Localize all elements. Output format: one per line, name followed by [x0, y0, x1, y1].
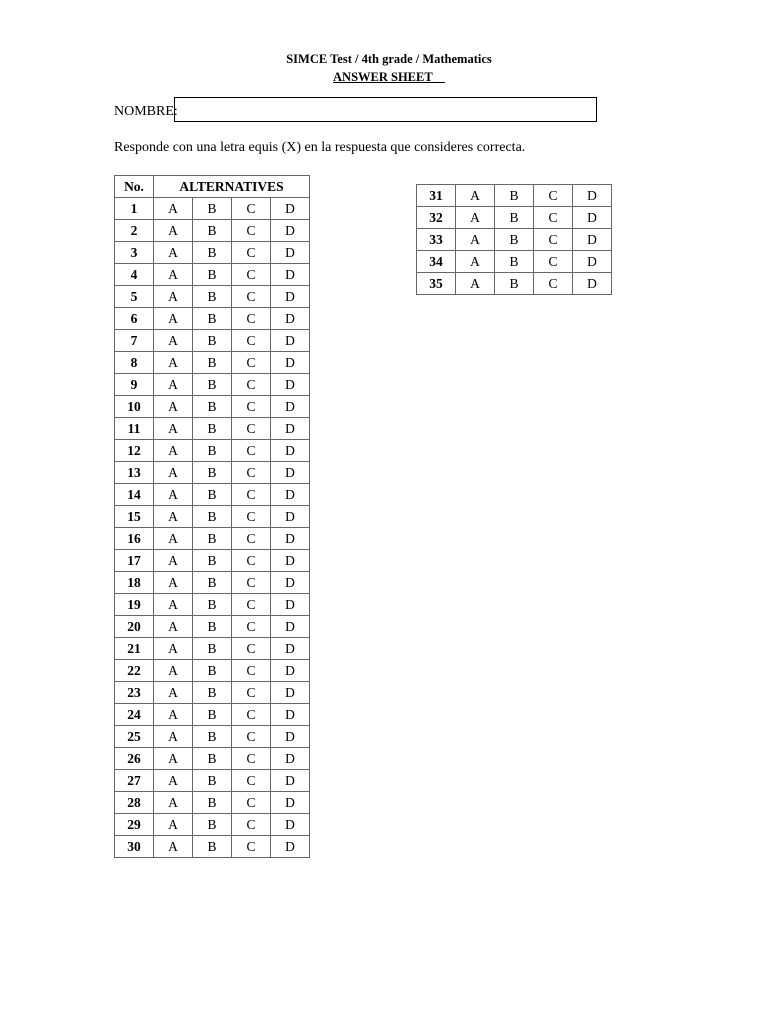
question-number: 33: [417, 229, 456, 251]
option-d-cell[interactable]: D: [271, 594, 310, 616]
option-b-cell[interactable]: B: [193, 726, 232, 748]
option-a-cell[interactable]: A: [154, 572, 193, 594]
table-row: [115, 506, 310, 528]
option-b-cell[interactable]: B: [193, 396, 232, 418]
option-b-cell[interactable]: B: [495, 273, 534, 295]
option-b-cell[interactable]: B: [193, 550, 232, 572]
table-row: [417, 185, 612, 207]
option-a-cell[interactable]: A: [456, 185, 495, 207]
instructions-text: Responde con una letra equis (X) en la respuesta que consideres correcta.: [114, 140, 526, 155]
option-d-cell[interactable]: D: [271, 220, 310, 242]
question-number: 12: [115, 440, 154, 462]
option-a-cell[interactable]: A: [154, 682, 193, 704]
option-a-cell[interactable]: A: [154, 264, 193, 286]
option-c-cell[interactable]: C: [232, 616, 271, 638]
option-d-cell[interactable]: D: [271, 242, 310, 264]
option-c-cell[interactable]: C: [232, 572, 271, 594]
option-b-cell[interactable]: B: [193, 770, 232, 792]
answer-table-right: [416, 184, 612, 295]
option-b-cell[interactable]: B: [193, 264, 232, 286]
option-b-cell[interactable]: B: [193, 440, 232, 462]
option-c-cell[interactable]: C: [232, 594, 271, 616]
option-a-cell[interactable]: A: [456, 207, 495, 229]
question-number: 4: [115, 264, 154, 286]
option-b-cell[interactable]: B: [193, 792, 232, 814]
option-b-cell[interactable]: B: [193, 704, 232, 726]
option-b-cell[interactable]: B: [193, 594, 232, 616]
table-row: [115, 484, 310, 506]
option-a-cell[interactable]: A: [154, 704, 193, 726]
question-number: 17: [115, 550, 154, 572]
option-c-cell[interactable]: C: [232, 550, 271, 572]
option-a-cell[interactable]: A: [154, 836, 193, 858]
option-c-cell[interactable]: C: [232, 836, 271, 858]
question-number: 10: [115, 396, 154, 418]
question-number: 30: [115, 836, 154, 858]
table-row: [115, 286, 310, 308]
option-b-cell[interactable]: B: [193, 660, 232, 682]
question-number: 31: [417, 185, 456, 207]
option-c-cell[interactable]: C: [232, 792, 271, 814]
option-b-cell[interactable]: B: [193, 374, 232, 396]
option-c-cell[interactable]: C: [232, 484, 271, 506]
option-a-cell[interactable]: A: [154, 198, 193, 220]
answer-table-left: [114, 175, 310, 858]
question-number: 8: [115, 352, 154, 374]
table-row: [115, 770, 310, 792]
option-a-cell[interactable]: A: [154, 286, 193, 308]
option-d-cell[interactable]: D: [271, 572, 310, 594]
table-row: [115, 682, 310, 704]
option-d-cell[interactable]: D: [271, 286, 310, 308]
question-number: 25: [115, 726, 154, 748]
option-c-cell[interactable]: C: [232, 748, 271, 770]
question-number: 7: [115, 330, 154, 352]
option-c-cell[interactable]: C: [232, 814, 271, 836]
name-field[interactable]: [174, 97, 597, 122]
option-c-cell[interactable]: C: [232, 770, 271, 792]
table-row: [115, 550, 310, 572]
option-b-cell[interactable]: B: [193, 286, 232, 308]
question-number: 35: [417, 273, 456, 295]
option-d-cell[interactable]: D: [271, 704, 310, 726]
question-number: 23: [115, 682, 154, 704]
option-c-cell[interactable]: C: [232, 418, 271, 440]
option-c-cell[interactable]: C: [232, 528, 271, 550]
option-b-cell[interactable]: B: [193, 308, 232, 330]
option-a-cell[interactable]: A: [154, 528, 193, 550]
question-number: 19: [115, 594, 154, 616]
option-a-cell[interactable]: A: [456, 273, 495, 295]
option-c-cell[interactable]: C: [232, 374, 271, 396]
option-a-cell[interactable]: A: [154, 770, 193, 792]
table-row: [115, 198, 310, 220]
option-b-cell[interactable]: B: [193, 638, 232, 660]
option-a-cell[interactable]: A: [456, 229, 495, 251]
option-a-cell[interactable]: A: [154, 506, 193, 528]
question-number: 27: [115, 770, 154, 792]
option-d-cell[interactable]: D: [271, 462, 310, 484]
question-number: 28: [115, 792, 154, 814]
table-row: [115, 726, 310, 748]
option-a-cell[interactable]: A: [154, 726, 193, 748]
table-row: [115, 330, 310, 352]
option-d-cell[interactable]: D: [271, 638, 310, 660]
option-d-cell[interactable]: D: [271, 528, 310, 550]
table-row: [115, 374, 310, 396]
option-c-cell[interactable]: C: [534, 207, 573, 229]
option-b-cell[interactable]: B: [495, 185, 534, 207]
option-a-cell[interactable]: A: [154, 418, 193, 440]
table-row: [115, 814, 310, 836]
option-d-cell[interactable]: D: [271, 550, 310, 572]
option-b-cell[interactable]: B: [193, 484, 232, 506]
option-d-cell[interactable]: D: [271, 198, 310, 220]
option-a-cell[interactable]: A: [154, 814, 193, 836]
question-number: 3: [115, 242, 154, 264]
question-number: 32: [417, 207, 456, 229]
option-c-cell[interactable]: C: [232, 704, 271, 726]
question-number: 9: [115, 374, 154, 396]
option-c-cell[interactable]: C: [232, 506, 271, 528]
option-b-cell[interactable]: B: [193, 198, 232, 220]
option-b-cell[interactable]: B: [193, 352, 232, 374]
option-b-cell[interactable]: B: [193, 330, 232, 352]
option-c-cell[interactable]: C: [232, 638, 271, 660]
table-row: [417, 251, 612, 273]
table-row: [115, 748, 310, 770]
option-d-cell[interactable]: D: [271, 836, 310, 858]
option-d-cell[interactable]: D: [573, 273, 612, 295]
table-row: [115, 352, 310, 374]
option-c-cell[interactable]: C: [232, 396, 271, 418]
option-d-cell[interactable]: D: [573, 207, 612, 229]
option-d-cell[interactable]: D: [271, 660, 310, 682]
option-a-cell[interactable]: A: [154, 792, 193, 814]
option-b-cell[interactable]: B: [193, 682, 232, 704]
table-row: [115, 594, 310, 616]
option-b-cell[interactable]: B: [193, 418, 232, 440]
option-d-cell[interactable]: D: [271, 748, 310, 770]
question-number: 20: [115, 616, 154, 638]
question-number: 15: [115, 506, 154, 528]
name-label: NOMBRE:: [114, 104, 178, 119]
question-number: 2: [115, 220, 154, 242]
option-b-cell[interactable]: B: [193, 462, 232, 484]
table-row: [417, 229, 612, 251]
option-a-cell[interactable]: A: [154, 374, 193, 396]
question-number: 34: [417, 251, 456, 273]
option-a-cell[interactable]: A: [154, 462, 193, 484]
option-b-cell[interactable]: B: [193, 814, 232, 836]
question-number: 14: [115, 484, 154, 506]
option-b-cell[interactable]: B: [193, 572, 232, 594]
header-number: No.: [115, 176, 154, 198]
table-row: [115, 308, 310, 330]
option-b-cell[interactable]: B: [193, 748, 232, 770]
option-c-cell[interactable]: C: [534, 251, 573, 273]
option-a-cell[interactable]: A: [154, 484, 193, 506]
option-c-cell[interactable]: C: [232, 682, 271, 704]
option-d-cell[interactable]: D: [271, 308, 310, 330]
option-a-cell[interactable]: A: [154, 616, 193, 638]
table-row: [115, 638, 310, 660]
sheet-subtitle: ANSWER SHEET: [333, 70, 445, 84]
option-c-cell[interactable]: C: [534, 185, 573, 207]
option-d-cell[interactable]: D: [573, 251, 612, 273]
option-a-cell[interactable]: A: [154, 242, 193, 264]
option-a-cell[interactable]: A: [154, 220, 193, 242]
option-a-cell[interactable]: A: [154, 330, 193, 352]
table-row: [417, 273, 612, 295]
option-c-cell[interactable]: C: [232, 330, 271, 352]
question-number: 11: [115, 418, 154, 440]
option-d-cell[interactable]: D: [271, 374, 310, 396]
option-b-cell[interactable]: B: [495, 251, 534, 273]
option-d-cell[interactable]: D: [573, 185, 612, 207]
option-d-cell[interactable]: D: [271, 264, 310, 286]
option-a-cell[interactable]: A: [456, 251, 495, 273]
question-number: 21: [115, 638, 154, 660]
table-row: [115, 792, 310, 814]
option-b-cell[interactable]: B: [193, 506, 232, 528]
table-row: [115, 264, 310, 286]
option-a-cell[interactable]: A: [154, 550, 193, 572]
option-a-cell[interactable]: A: [154, 440, 193, 462]
option-d-cell[interactable]: D: [573, 229, 612, 251]
option-b-cell[interactable]: B: [193, 836, 232, 858]
option-d-cell[interactable]: D: [271, 330, 310, 352]
option-c-cell[interactable]: C: [232, 308, 271, 330]
table-row: [115, 418, 310, 440]
table-row: [115, 528, 310, 550]
table-row: [115, 440, 310, 462]
table-row: [115, 220, 310, 242]
option-b-cell[interactable]: B: [193, 242, 232, 264]
option-c-cell[interactable]: C: [232, 286, 271, 308]
table-row: [115, 616, 310, 638]
option-d-cell[interactable]: D: [271, 440, 310, 462]
table-row: [115, 660, 310, 682]
option-b-cell[interactable]: B: [495, 229, 534, 251]
option-d-cell[interactable]: D: [271, 506, 310, 528]
option-c-cell[interactable]: C: [534, 273, 573, 295]
question-number: 26: [115, 748, 154, 770]
option-d-cell[interactable]: D: [271, 616, 310, 638]
option-b-cell[interactable]: B: [193, 616, 232, 638]
option-a-cell[interactable]: A: [154, 352, 193, 374]
option-c-cell[interactable]: C: [232, 264, 271, 286]
option-d-cell[interactable]: D: [271, 770, 310, 792]
question-number: 1: [115, 198, 154, 220]
table-row: [115, 462, 310, 484]
table-row: [417, 207, 612, 229]
option-d-cell[interactable]: D: [271, 484, 310, 506]
table-header-row: [115, 176, 310, 198]
option-d-cell[interactable]: D: [271, 682, 310, 704]
option-c-cell[interactable]: C: [232, 198, 271, 220]
question-number: 6: [115, 308, 154, 330]
question-number: 5: [115, 286, 154, 308]
option-a-cell[interactable]: A: [154, 308, 193, 330]
question-number: 13: [115, 462, 154, 484]
option-b-cell[interactable]: B: [193, 528, 232, 550]
table-row: [115, 572, 310, 594]
option-d-cell[interactable]: D: [271, 352, 310, 374]
table-row: [115, 396, 310, 418]
table-row: [115, 704, 310, 726]
option-a-cell[interactable]: A: [154, 660, 193, 682]
table-row: [115, 242, 310, 264]
sheet-title: SIMCE Test / 4th grade / Mathematics: [286, 52, 492, 66]
question-number: 29: [115, 814, 154, 836]
question-number: 22: [115, 660, 154, 682]
option-c-cell[interactable]: C: [232, 242, 271, 264]
option-c-cell[interactable]: C: [232, 220, 271, 242]
option-b-cell[interactable]: B: [193, 220, 232, 242]
option-c-cell[interactable]: C: [232, 440, 271, 462]
option-a-cell[interactable]: A: [154, 748, 193, 770]
header-alternatives: ALTERNATIVES: [154, 176, 310, 198]
option-c-cell[interactable]: C: [534, 229, 573, 251]
option-a-cell[interactable]: A: [154, 638, 193, 660]
question-number: 16: [115, 528, 154, 550]
option-c-cell[interactable]: C: [232, 660, 271, 682]
question-number: 24: [115, 704, 154, 726]
option-b-cell[interactable]: B: [495, 207, 534, 229]
option-c-cell[interactable]: C: [232, 726, 271, 748]
option-c-cell[interactable]: C: [232, 352, 271, 374]
option-a-cell[interactable]: A: [154, 594, 193, 616]
option-d-cell[interactable]: D: [271, 418, 310, 440]
option-d-cell[interactable]: D: [271, 726, 310, 748]
option-d-cell[interactable]: D: [271, 792, 310, 814]
option-a-cell[interactable]: A: [154, 396, 193, 418]
table-row: [115, 836, 310, 858]
question-number: 18: [115, 572, 154, 594]
option-d-cell[interactable]: D: [271, 814, 310, 836]
option-c-cell[interactable]: C: [232, 462, 271, 484]
option-d-cell[interactable]: D: [271, 396, 310, 418]
